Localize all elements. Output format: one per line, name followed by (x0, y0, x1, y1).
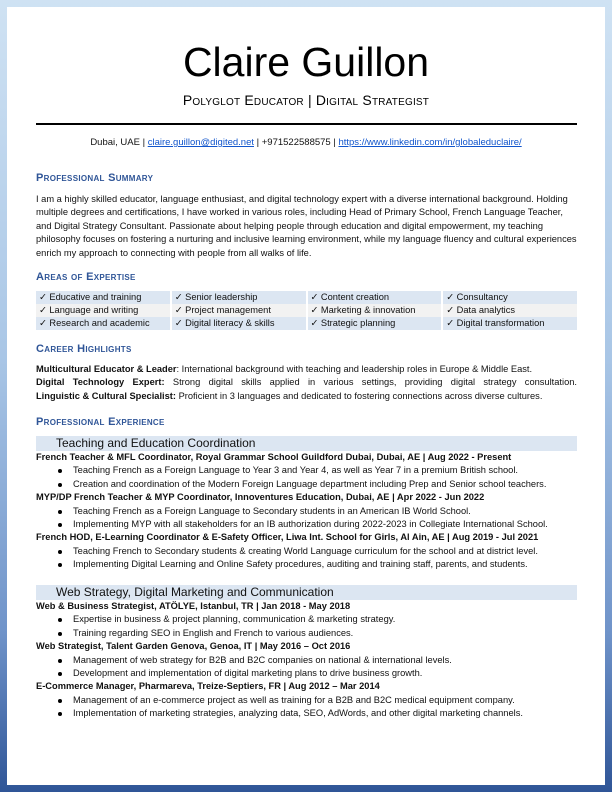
phone: +971522588575 (261, 137, 331, 148)
experience-group-web (36, 600, 581, 721)
job-bullet: Teaching French as a Foreign Language to Secondary students in an American IB World School. (36, 505, 581, 518)
expertise-grid (36, 291, 577, 330)
highlight-text: Proficient in 3 languages and dedicated to fostering connections across diverse cultures. (176, 390, 543, 401)
job-title: MYP/DP French Teacher & MYP Coordinator, Innoventures Education, Dubai, AE | Apr 2022 - Jun 2022 (36, 492, 485, 503)
highlight-label: Linguistic & Cultural Specialist: (36, 390, 176, 401)
expertise-item: ✓ Digital literacy & skills (172, 317, 306, 330)
highlight-label: Digital Technology Expert: (36, 377, 165, 388)
expertise-item: ✓ Content creation (308, 291, 442, 304)
expertise-item: ✓ Digital transformation (443, 317, 577, 330)
email-link[interactable]: claire.guillon@digited.net (147, 137, 254, 148)
section-title-summary: Professional Summary (36, 172, 154, 184)
job-title: Web & Business Strategist, ATÖLYE, Istanbul, TR | Jan 2018 - May 2018 (36, 601, 351, 611)
expertise-item: ✓ Research and academic (36, 317, 170, 330)
header-divider (36, 123, 577, 125)
expertise-item: ✓ Project management (172, 304, 306, 317)
highlight-item (36, 376, 577, 389)
highlight-item (36, 363, 577, 376)
job-bullet: Expertise in business & project planning, communication & marketing strategy. (36, 613, 581, 626)
section-title-experience: Professional Experience (36, 416, 165, 428)
job-bullet: Development and implementation of digital marketing plans to drive business growth. (36, 667, 581, 680)
linkedin-link[interactable]: https://www.linkedin.com/in/globaleduclaire/ (338, 137, 522, 148)
location: Dubai, UAE (90, 137, 140, 148)
candidate-name: Claire Guillon (182, 39, 430, 85)
job-title: E-Commerce Manager, Pharmareva, Treize-Septiers, FR | Aug 2012 – Mar 2014 (36, 681, 380, 692)
separator: | (330, 137, 339, 148)
expertise-item: ✓ Senior leadership (172, 291, 306, 304)
job-bullet: Creation and coordination of the Modern Foreign Language department including Prep and Senior school teachers. (36, 478, 581, 491)
job-bullet: Management of an e-commerce project as well as training for a B2B and B2C medical equipment company. (36, 694, 581, 707)
candidate-subtitle: Polyglot Educator | Digital Strategist (182, 92, 430, 108)
job-title: French Teacher & MFL Coordinator, Royal Grammar School Guildford Dubai, Dubai, AE | Aug 2022 - Present (36, 452, 512, 462)
contact-line (0, 137, 612, 148)
highlights-list (36, 363, 577, 403)
section-title-highlights: Career Highlights (36, 343, 132, 355)
job-bullet: Implementing Digital Learning and Online Safety procedures, auditing and training staff, parents, and students. (36, 558, 581, 571)
job-bullet: Management of web strategy for B2B and B2C companies on national & international levels. (36, 654, 581, 667)
job-bullet: Training regarding SEO in English and French to various audiences. (36, 627, 581, 640)
job-title: French HOD, E-Learning Coordinator & E-Safety Officer, Liwa Int. School for Girls, Al Ain, AE | Aug 2019 - Jul 2021 (36, 532, 539, 543)
expertise-item: ✓ Marketing & innovation (308, 304, 442, 317)
experience-group-title: Web Strategy, Digital Marketing and Communication (36, 585, 577, 600)
separator: | (139, 137, 148, 148)
highlight-text: : International background with teaching and leadership roles in Europe & Middle East. (176, 364, 533, 374)
highlight-label: Multicultural Educator & Leader (36, 364, 177, 374)
job-bullet: Implementing MYP with all stakeholders for an IB authorization during 2022-2023 in Collegiate International School. (36, 518, 581, 531)
expertise-item: ✓ Educative and training (36, 291, 170, 304)
expertise-item: ✓ Consultancy (443, 291, 577, 304)
experience-group-title: Teaching and Education Coordination (36, 436, 577, 451)
highlight-item (36, 390, 577, 403)
section-title-expertise: Areas of Expertise (36, 271, 136, 283)
highlight-text: Strong digital skills applied in various settings, providing digital strategy consultation. (164, 377, 577, 388)
expertise-item: ✓ Strategic planning (308, 317, 442, 330)
job-bullet: Implementation of marketing strategies, analyzing data, SEO, AdWords, and other digital marketing channels. (36, 707, 581, 720)
expertise-item: ✓ Language and writing (36, 304, 170, 317)
experience-group-teaching (36, 451, 581, 572)
job-bullet: Teaching French as a Foreign Language to Year 3 and Year 4, as well as Year 7 in a premium British school. (36, 464, 581, 477)
job-bullet: Teaching French to Secondary students & creating World Language curriculum for the school and at district level. (36, 545, 581, 558)
job-title: Web Strategist, Talent Garden Genova, Genoa, IT | May 2016 – Oct 2016 (36, 641, 351, 652)
separator: | (254, 137, 262, 148)
expertise-item: ✓ Data analytics (443, 304, 577, 317)
summary-text: I am a highly skilled educator, language enthusiast, and digital technology expert with a diverse international background. Holding multiple degrees and certifications, I have worked in various roles, including Head of Primary School, French Language Teacher, and Digital Strategy Consultant. Passionate about helping people through education and digital empowerment, my teaching philosophy focuses on fostering a nurturing and inclusive learning environment, while my language fluency and cultural experiences enrich my approach to connecting with people from all walks of life. (36, 194, 577, 258)
